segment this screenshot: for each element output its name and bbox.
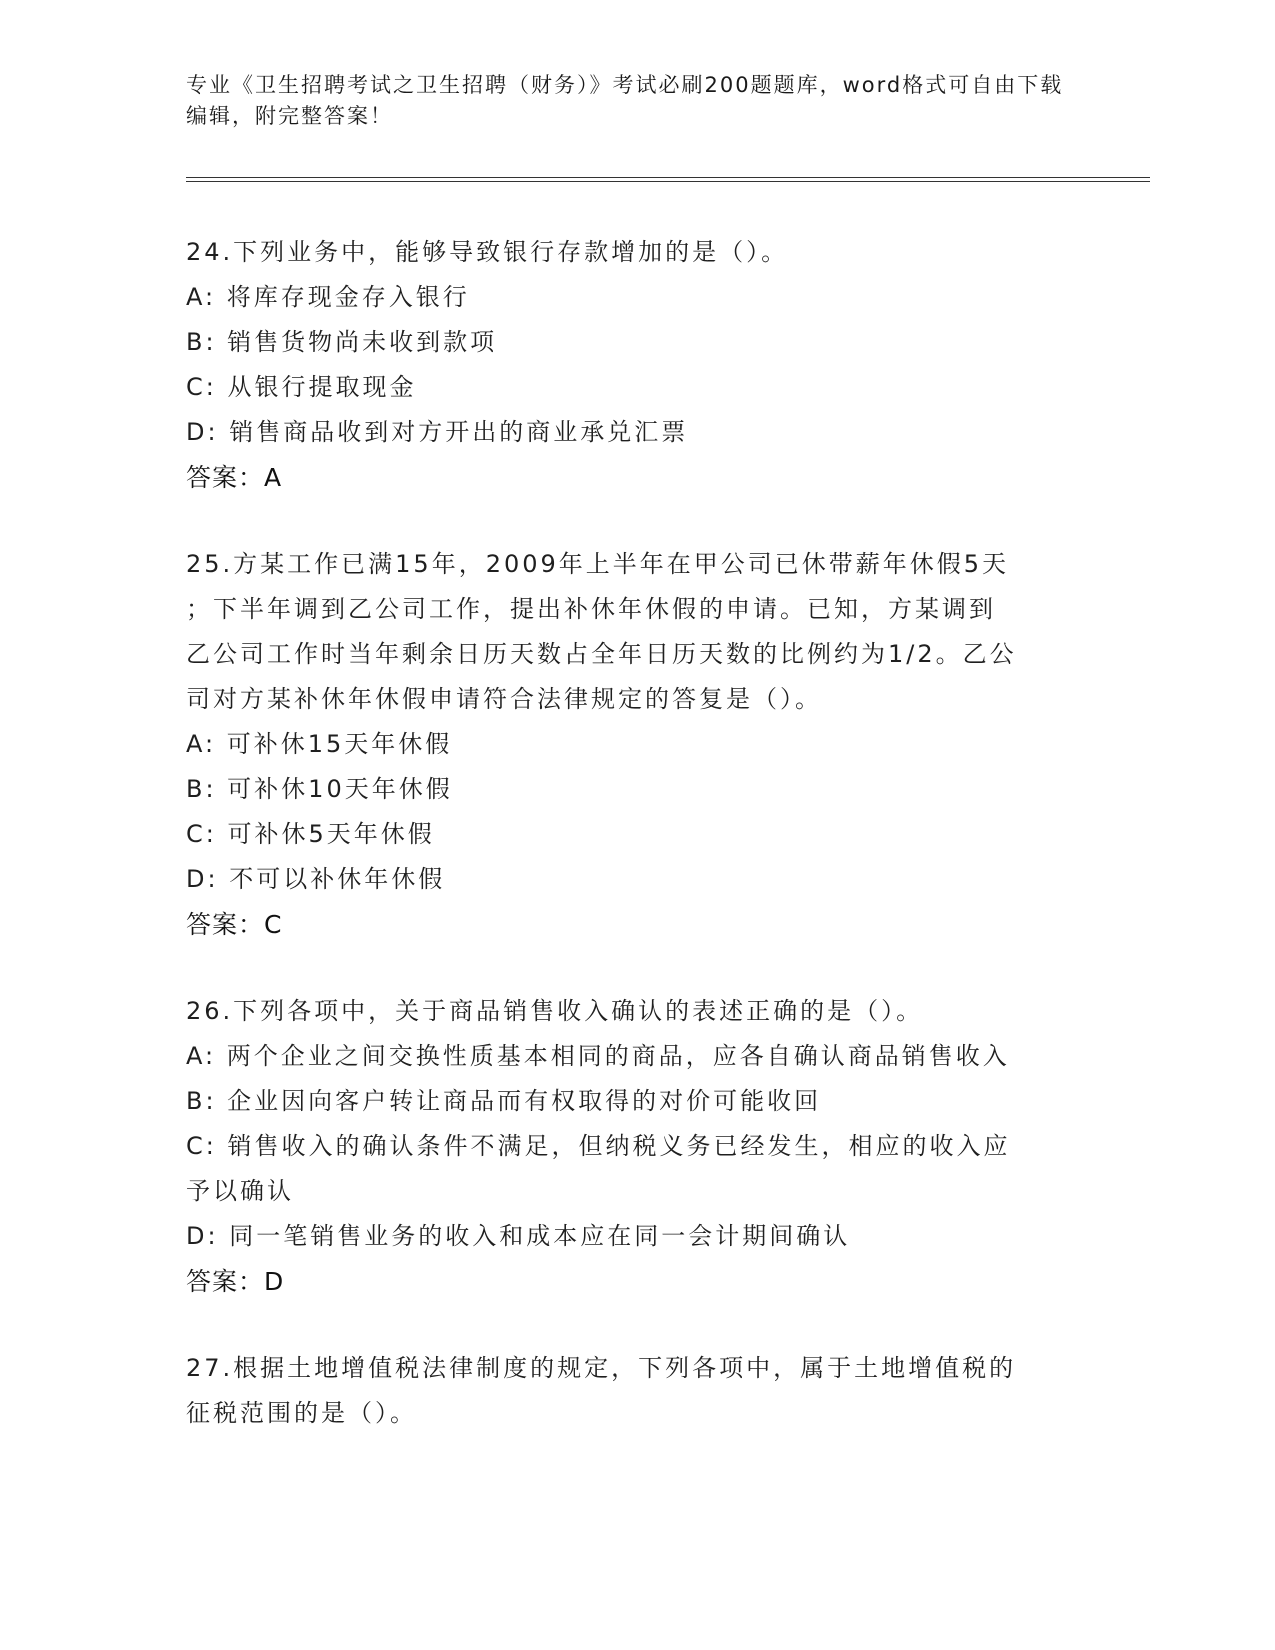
option-a: A: 可补休15天年休假: [186, 730, 453, 758]
question-list: [186, 230, 1086, 1478]
answer-label: 答案：C: [186, 910, 283, 939]
question-stem-line-2: ；下半年调到乙公司工作，提出补休年休假的申请。已知，方某调到: [186, 595, 996, 623]
question-26: [186, 989, 1086, 1304]
answer-label: 答案：D: [186, 1267, 285, 1296]
header-divider-top: [186, 177, 1150, 178]
option-c: C: 从银行提取现金: [186, 373, 417, 401]
question-25: [186, 542, 1086, 947]
option-c: C: 销售收入的确认条件不满足，但纳税义务已经发生，相应的收入应: [186, 1132, 1011, 1160]
option-c: C: 可补休5天年休假: [186, 820, 435, 848]
option-a: A: 将库存现金存入银行: [186, 283, 470, 311]
question-stem: 24.下列业务中，能够导致银行存款增加的是（）。: [186, 238, 789, 266]
option-c-continued: 予以确认: [186, 1177, 294, 1205]
question-27: [186, 1346, 1086, 1436]
header-divider-bottom: [186, 181, 1150, 182]
option-b: B: 企业因向客户转让商品而有权取得的对价可能收回: [186, 1087, 822, 1115]
option-b: B: 可补休10天年休假: [186, 775, 453, 803]
question-stem-line-3: 乙公司工作时当年剩余日历天数占全年日历天数的比例约为1/2。乙公: [186, 640, 1017, 668]
question-24: [186, 230, 1086, 500]
question-stem-line-2: 征税范围的是（）。: [186, 1399, 417, 1427]
question-stem: 26.下列各项中，关于商品销售收入确认的表述正确的是（）。: [186, 997, 924, 1025]
option-b: B: 销售货物尚未收到款项: [186, 328, 498, 356]
option-d: D: 同一笔销售业务的收入和成本应在同一会计期间确认: [186, 1222, 851, 1250]
document-header: 专业《卫生招聘考试之卫生招聘（财务）》考试必刷200题题库，word格式可自由下载编辑，附完整答案！: [186, 73, 1064, 128]
question-stem-line-1: 27.根据土地增值税法律制度的规定，下列各项中，属于土地增值税的: [186, 1354, 1017, 1382]
question-stem-line-4: 司对方某补休年休假申请符合法律规定的答复是（）。: [186, 685, 822, 713]
answer-label: 答案：A: [186, 463, 283, 492]
option-d: D: 不可以补休年休假: [186, 865, 446, 893]
question-stem-line-1: 25.方某工作已满15年，2009年上半年在甲公司已休带薪年休假5天: [186, 550, 1010, 578]
option-a: A: 两个企业之间交换性质基本相同的商品，应各自确认商品销售收入: [186, 1042, 1010, 1070]
option-d: D: 销售商品收到对方开出的商业承兑汇票: [186, 418, 689, 446]
